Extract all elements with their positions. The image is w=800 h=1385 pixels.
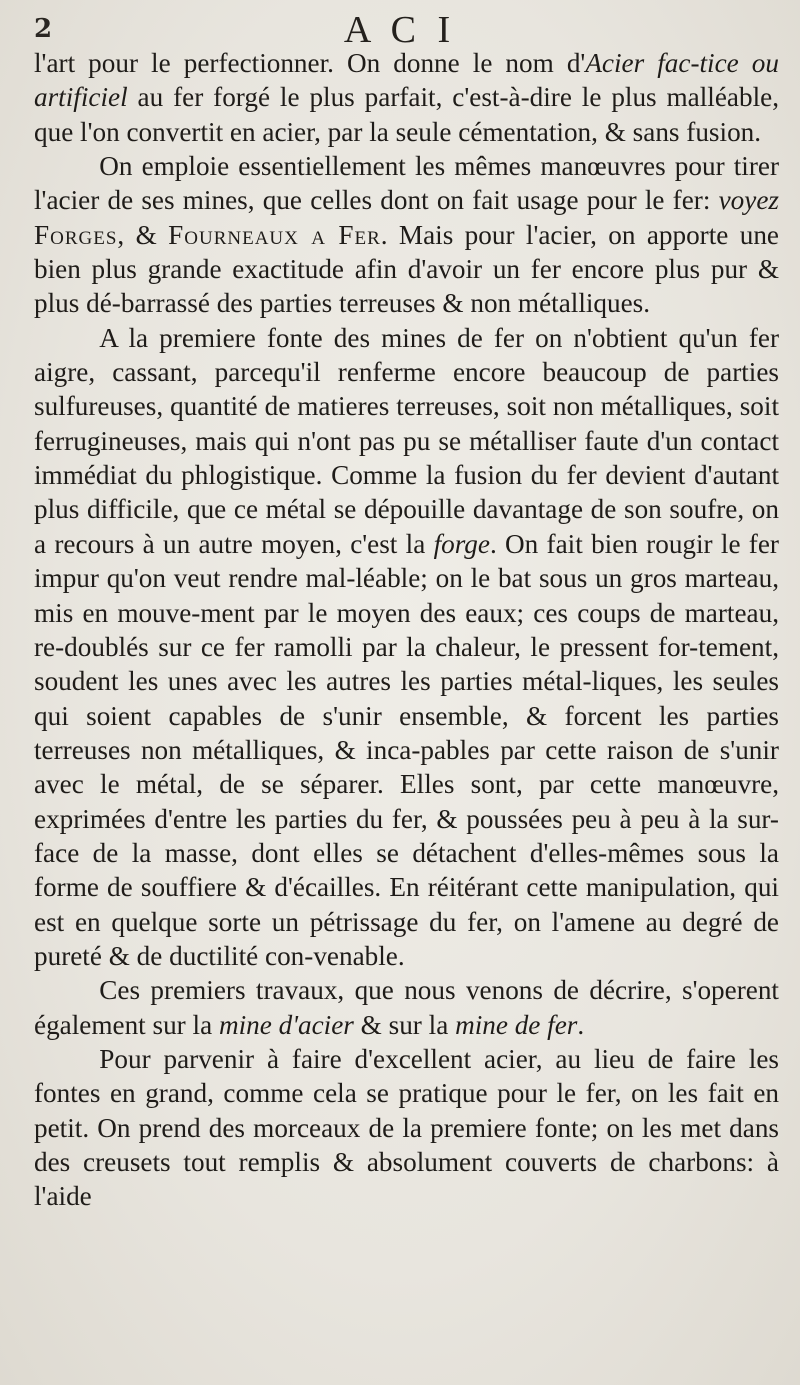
italic-phrase: voyez bbox=[718, 185, 779, 216]
text-run: . On fait bien rougir le fer impur qu'on veut rendre mal-léable; on le bat sous un gros marteau, mis en mouve-ment par le moyen des eaux; ces coups de marteau, re-doublés sur ce fer ramolli par la chaleur, le pressent for-tement, soudent les unes avec les autres les parties métal-liques, les seules qui soient capables de s'unir ensemble, & forcent les parties terreuses non métalliques, & inca-pables par cette raison de s'unir avec le métal, de se séparer. Elles sont, par cette manœuvre, exprimées d'entre les parties du fer, & poussées peu à peu à la sur-face de la masse, dont elles se détachent d'elles-mêmes sous la forme de souffiere & d'écailles. En réitérant cette manipulation, qui est en quelque sorte un pétrissage du fer, on l'amene au degré de pureté & de ductilité con-venable. bbox=[34, 528, 779, 971]
text-run: On emploie essentiellement les mêmes manœuvres pour tirer l'acier de ses mines, que celles dont on fait usage pour le fer: bbox=[34, 151, 779, 216]
body-text bbox=[34, 46, 779, 1214]
text-run: & sur la bbox=[353, 1009, 456, 1040]
italic-phrase: forge bbox=[433, 528, 490, 559]
paragraph-3 bbox=[34, 321, 779, 974]
small-caps-phrase: Fourneaux a Fer bbox=[168, 219, 381, 250]
text-run: . Mais pour l'acier, on apporte une bien plus grande exactitude afin d'avoir un fer encore plus pur & plus dé-barrassé des parties terreuses & non métalliques. bbox=[34, 219, 779, 319]
paragraph-4 bbox=[34, 973, 779, 1042]
text-run: Pour parvenir à faire d'excellent acier, au lieu de faire les fontes en grand, comme cela se pratique pour le fer, on les fait en petit. On prend des morceaux de la premiere fonte; on les met dans des creusets tout remplis & absolument couverts de charbons: à l'aide bbox=[34, 1043, 779, 1212]
text-run: A la premiere fonte des mines de fer on n'obtient qu'un fer aigre, cassant, parcequ'il renferme encore beaucoup de parties sulfureuses, quantité de matieres terreuses, soit non métalliques, soit ferrugineuses, mais qui n'ont pas pu se métalliser faute d'un contact immédiat du phlogistique. Comme la fusion du fer devient d'autant plus difficile, que ce métal se dépouille davantage de son soufre, on a recours à un autre moyen, c'est la bbox=[34, 322, 779, 559]
paragraph-1 bbox=[34, 46, 779, 149]
paragraph-5 bbox=[34, 1042, 779, 1214]
text-run: au fer forgé le plus parfait, c'est-à-dire le plus malléable, que l'on convertit en acier, par la seule cémentation, & sans fusion. bbox=[34, 82, 779, 147]
text-run: . bbox=[577, 1009, 585, 1040]
italic-phrase: mine de fer bbox=[455, 1009, 578, 1040]
paragraph-2 bbox=[34, 149, 779, 321]
italic-phrase: Acier fac-tice ou artificiel bbox=[34, 48, 779, 113]
running-head: A C I bbox=[343, 9, 457, 51]
text-run: Ces premiers travaux, que nous venons de décrire, s'operent également sur la bbox=[34, 975, 779, 1040]
small-caps-phrase: Forges bbox=[34, 219, 118, 250]
text-run: l'art pour le perfectionner. On donne le nom d' bbox=[34, 48, 586, 78]
page-number: 2 bbox=[34, 14, 53, 44]
page-header bbox=[0, 8, 800, 51]
italic-phrase: mine d'acier bbox=[218, 1009, 354, 1040]
text-run: , & bbox=[117, 219, 169, 250]
